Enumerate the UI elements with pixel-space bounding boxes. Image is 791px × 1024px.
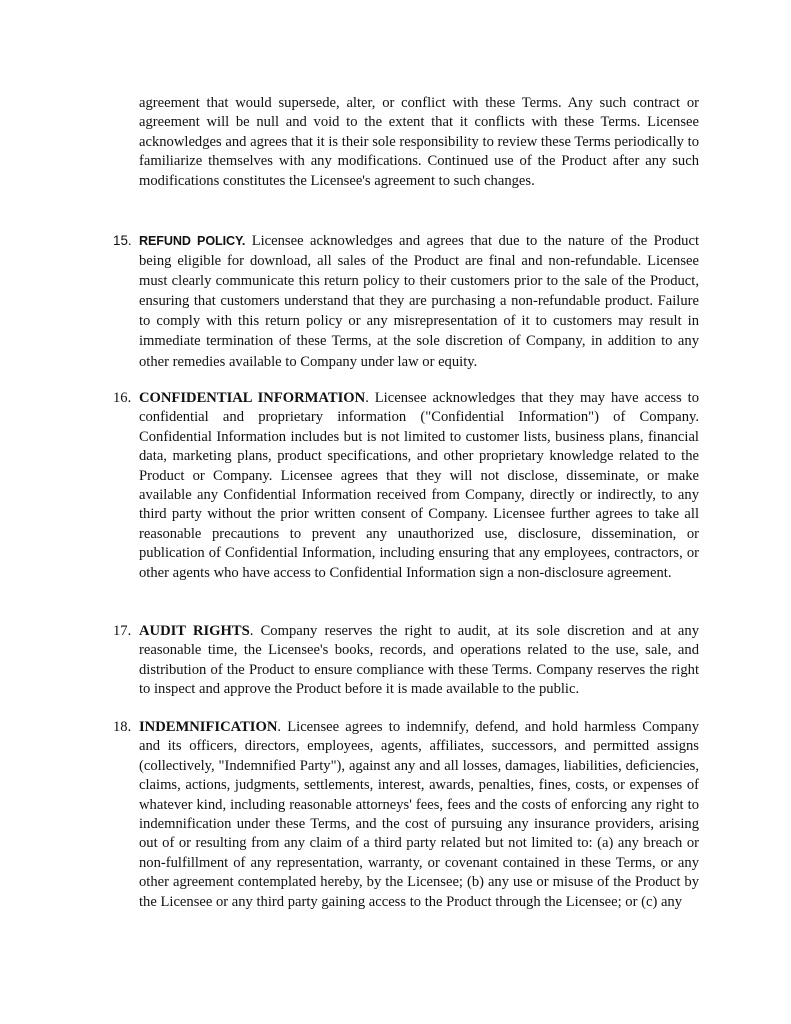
section-text: Licensee acknowledges and agrees that due to the nature of the Product being eligible for download, all sales of the Product are final and non-refundable. Licensee must clearly communicate this return policy to their customers prior to the sale of the Product, ensuring that customers understand that they are purchasing a non-refundable product. Failure to comply with this return policy or any misrepresentation of it to customers may result in immediate termination of these Terms, at the sole discretion of Company, in addition to any other remedies available to Company under law or equity. xyxy=(139,233,699,370)
section-text: . Licensee acknowledges that they may have access to confidential and proprietary information ("Confidential Information") of Company. Confidential Information includes but is not limited to customer lists, business plans, financial data, marketing plans, product specifications, and other proprietary knowledge related to the Product or Company. Licensee agrees that they will not disclose, disseminate, or make available any Confidential Information received from Company, directly or indirectly, to any third party without the prior written consent of Company. Licensee further agrees to take all reasonable precautions to prevent any unauthorized use, disclosure, dissemination, or publication of Confidential Information, including ensuring that any employees, contractors, or other agents who have access to Confidential Information sign a non-disclosure agreement. xyxy=(139,390,699,581)
section-body xyxy=(139,231,699,372)
section-heading: REFUND POLICY. xyxy=(139,234,246,248)
section-refund-policy xyxy=(113,231,699,372)
continuation-paragraph: agreement that would supersede, alter, or conflict with these Terms. Any such contract or agreement will be null and void to the extent that it conflicts with these Terms. Licensee acknowledges and agrees that it is their sole responsibility to review these Terms periodically to familiarize themselves with any modifications. Continued use of the Product after any such modifications constitutes the Licensee's agreement to such changes. xyxy=(139,95,699,189)
section-confidential-information xyxy=(113,389,699,583)
section-text: . Company reserves the right to audit, at its sole discretion and at any reasonable time, the Licensee's books, records, and operations related to the use, sale, and distribution of the Product to ensure compliance with these Terms. Company reserves the right to inspect and approve the Product before it is made available to the public. xyxy=(139,623,700,698)
section-number: 16. xyxy=(113,390,132,406)
section-heading: CONFIDENTIAL INFORMATION xyxy=(139,390,366,406)
section-audit-rights xyxy=(113,622,699,700)
section-number: 17. xyxy=(113,623,132,639)
section-body xyxy=(139,718,699,912)
section-number: 18. xyxy=(113,719,132,735)
section-heading: AUDIT RIGHTS xyxy=(139,623,250,639)
section-indemnification xyxy=(113,718,699,912)
section-number: 15. xyxy=(113,233,132,248)
section-body xyxy=(139,389,699,583)
section-text: . Licensee agrees to indemnify, defend, and hold harmless Company and its officers, directors, employees, agents, affiliates, successors, and permitted assigns (collectively, "Indemnified Party"), against any and all losses, damages, liabilities, deficiencies, claims, actions, judgments, settlements, interest, awards, penalties, fines, costs, or expenses of whatever kind, including reasonable attorneys' fees, fees and the costs of enforcing any right to indemnification under these Terms, and the cost of pursuing any insurance providers, arising out of or resulting from any claim of a third party related but not limited to: (a) any breach or non-fulfillment of any representation, warranty, or covenant contained in these Terms, or any other agreement contemplated hereby, by the Licensee; (b) any use or misuse of the Product by the Licensee or any third party gaining access to the Product through the Licensee; or (c) any xyxy=(139,719,699,910)
section-heading: INDEMNIFICATION xyxy=(139,719,278,735)
section-body xyxy=(139,622,699,700)
